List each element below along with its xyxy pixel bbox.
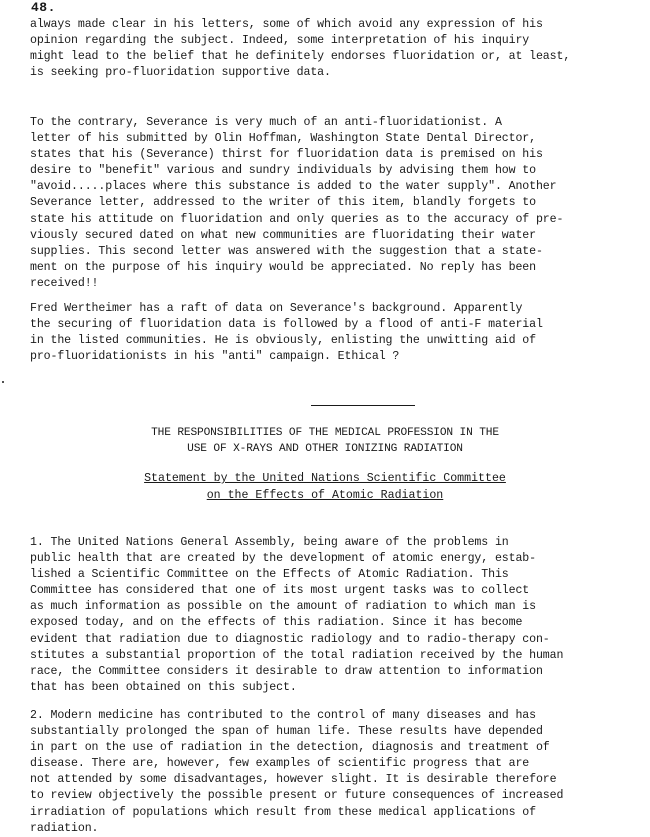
margin-mark: [2, 381, 4, 383]
severance-paragraph: [30, 115, 634, 292]
page-number: 48.: [31, 0, 56, 15]
heading-line: THE RESPONSIBILITIES OF THE MEDICAL PROFESSION IN THE: [151, 427, 499, 439]
text-line: pro-fluoridationists in his "anti" campaign. Ethical ?: [30, 350, 400, 364]
text-line: received!!: [30, 276, 99, 290]
text-line: evident that radiation due to diagnostic radiology and to radio-therapy con-: [30, 632, 550, 646]
text-line: as much information as possible on the amount of radiation to which man is: [30, 600, 536, 614]
text-line: desire to "benefit" various and sundry individuals by advising them how to: [30, 164, 536, 178]
text-line: is seeking pro-fluoridation supportive data.: [30, 66, 331, 80]
intro-paragraph: [30, 17, 634, 81]
text-line: 2. Modern medicine has contributed to the control of many diseases and has: [30, 709, 536, 722]
numbered-paragraph-2: [30, 708, 634, 837]
text-line: irradiation of populations which result from these medical applications of: [30, 805, 536, 819]
wertheimer-paragraph: [30, 301, 634, 365]
text-line: the securing of fluoridation data is followed by a flood of anti-F material: [30, 318, 543, 332]
text-line: exposed today, and on the effects of this radiation. Since it has become: [30, 616, 523, 630]
text-line: state his attitude on fluoridation and only queries as to the accuracy of pre-: [30, 212, 564, 226]
section-heading: [0, 425, 650, 457]
text-line: not attended by some disadvantages, however slight. It is desirable therefore: [30, 773, 557, 787]
text-line: radiation.: [30, 821, 99, 835]
text-line: Severance letter, addressed to the writer of this item, blandly forgets to: [30, 196, 536, 210]
text-line: 1. The United Nations General Assembly, being aware of the problems in: [30, 536, 509, 549]
statement-heading: [0, 470, 650, 504]
text-line: public health that are created by the development of atomic energy, estab-: [30, 552, 536, 566]
text-line: viously secured dated on what new communities are fluoridating their water: [30, 228, 536, 242]
text-line: substantially prolonged the span of human life. These results have depended: [30, 725, 543, 739]
text-line: To the contrary, Severance is very much of an anti-fluoridationist. A: [30, 116, 502, 129]
text-line: Fred Wertheimer has a raft of data on Severance's background. Apparently: [30, 302, 523, 315]
text-line: lished a Scientific Committee on the Effects of Atomic Radiation. This: [30, 568, 509, 582]
heading-line: USE OF X-RAYS AND OTHER IONIZING RADIATION: [187, 443, 463, 455]
text-line: ment on the purpose of his inquiry would be appreciated. No reply has been: [30, 260, 536, 274]
text-line: race, the Committee considers it desirable to draw attention to information: [30, 664, 543, 678]
text-line: Committee has considered that one of its most urgent tasks was to collect: [30, 584, 530, 598]
text-line: states that his (Severance) thirst for fluoridation data is premised on his: [30, 148, 543, 162]
text-line: opinion regarding the subject. Indeed, some interpretation of his inquiry: [30, 34, 530, 48]
heading-line: [0, 470, 650, 487]
text-line: always made clear in his letters, some of which avoid any expression of his: [30, 18, 543, 31]
text-line: to review objectively the possible present or future consequences of increased: [30, 789, 564, 803]
text-line: might lead to the belief that he definitely endorses fluoridation or, at least,: [30, 50, 571, 64]
text-line: that has been obtained on this subject.: [30, 680, 297, 694]
text-line: letter of his submitted by Olin Hoffman, Washington State Dental Director,: [30, 132, 536, 146]
heading-line: [0, 487, 650, 504]
text-line: supplies. This second letter was answered with the suggestion that a state-: [30, 244, 543, 258]
underlined-text: on the Effects of Atomic Radiation: [206, 489, 444, 502]
underlined-text: Statement by the United Nations Scientific Committee: [144, 472, 506, 485]
numbered-paragraph-1: [30, 535, 634, 696]
section-divider: [311, 405, 415, 406]
text-line: "avoid.....places where this substance is added to the water supply". Another: [30, 180, 557, 194]
text-line: stitutes a substantial proportion of the total radiation received by the human: [30, 648, 564, 662]
text-line: disease. There are, however, few examples of scientific progress that are: [30, 757, 530, 771]
text-line: in the listed communities. He is obviously, enlisting the unwitting aid of: [30, 334, 536, 348]
text-line: in part on the use of radiation in the detection, diagnosis and treatment of: [30, 741, 550, 755]
